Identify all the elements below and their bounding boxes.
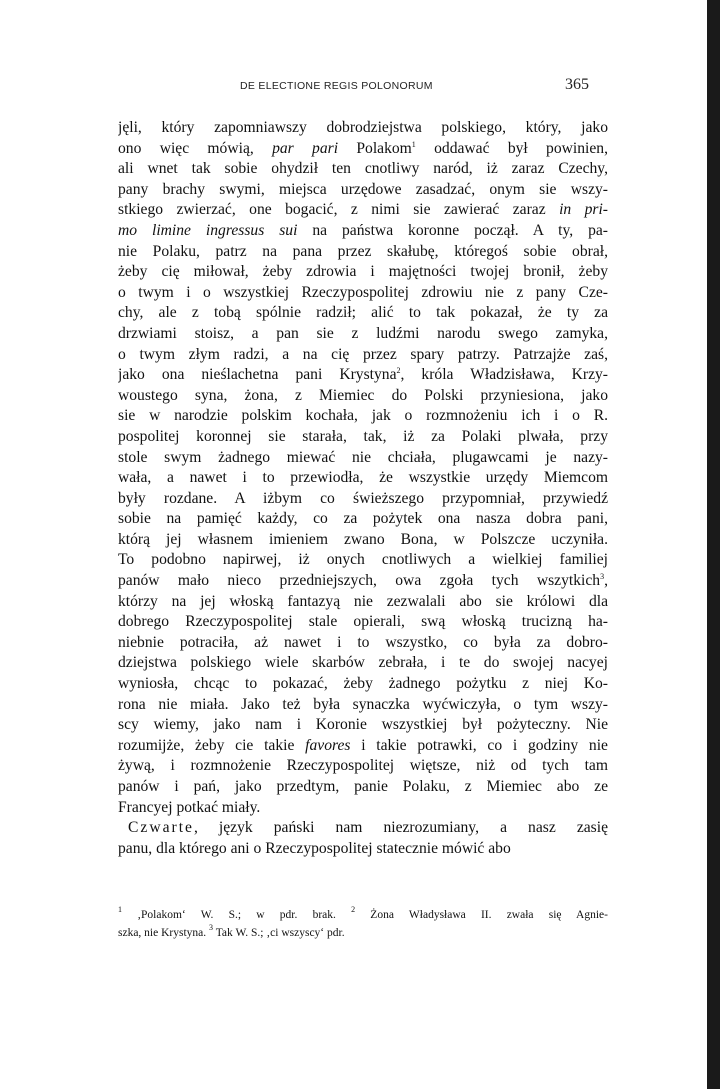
text-line — [118, 283, 608, 304]
text-run: , króla Władzisława, Krzy- — [400, 366, 608, 384]
text-run: niebnie potraciła, aż nawet i to wszystko, co była za dobro- — [118, 633, 608, 651]
text-run: , język pański nam niezrozumiany, a nasz zasię — [193, 819, 608, 837]
text-line — [118, 695, 608, 716]
text-run: Francyej potkać miały. — [118, 798, 261, 816]
text-run: oddawać był powinien, — [415, 139, 608, 157]
text-line — [118, 324, 608, 345]
text-run: ‚Polakom‘ W. S.; w pdr. brak. — [122, 909, 352, 921]
text-run: panów mało nieco przedniejszych, owa zgoła tych wszytkich — [118, 572, 601, 590]
text-run: woustego syna, żona, z Miemiec do Polski przyniesiona, jako — [118, 386, 608, 404]
page-number: 365 — [565, 76, 589, 93]
text-run: na państwa koronne począł. A ty, pa- — [297, 221, 608, 239]
spaced-heading-word: Czwarte — [128, 819, 194, 837]
text-run: scy wiemy, jako nam i Koronie wszystkiej był pożyteczny. Nie — [118, 716, 608, 734]
text-line — [118, 736, 608, 757]
text-line — [118, 592, 608, 613]
text-line — [118, 756, 608, 777]
text-run: , — [604, 572, 608, 590]
text-line — [118, 818, 608, 839]
text-line — [118, 509, 608, 530]
italic-phrase: mo limine ingressus sui — [118, 221, 298, 239]
text-run: Żona Władysława II. zwała się Agnie- — [355, 909, 608, 921]
text-run: rozumijże, żeby cie takie — [118, 736, 306, 754]
text-line — [118, 633, 608, 654]
text-run: jęli, który zapomniawszy dobrodziejstwa polskiego, który, jako — [118, 119, 608, 136]
text-run: Tak W. S.; ‚ci wszyscy‘ pdr. — [213, 927, 345, 939]
text-run: którą jej własnem imieniem zwano Bona, w Polszcze uczyniła. — [118, 530, 608, 548]
text-run: o twym i o wszystkiej Rzeczypospolitej zdrowiu nie z pany Cze- — [118, 283, 608, 301]
text-run: żywą, i rozmnożenie Rzeczypospolitej więtsze, niż od tych tam — [118, 757, 608, 775]
text-line — [118, 798, 608, 819]
text-line — [118, 139, 608, 160]
text-line — [118, 365, 608, 386]
footnote-marker: 3 — [209, 924, 214, 932]
text-line — [118, 530, 608, 551]
text-run: dobrego Rzeczypospolitej stale opierali, swą włoską trucizną ha- — [118, 613, 608, 631]
text-run: wyniosła, chcąc to pokazać, żeby żadnego pożytku z niej Ko- — [118, 675, 608, 693]
footnote-marker: 2 — [351, 906, 356, 914]
text-run: sie w narodzie polskim kochała, jak o rozmnożeniu ich i o R. — [118, 407, 608, 425]
text-run: chy, ale z tobą spólnie radził; alić to tak pokazał, że ty za — [118, 304, 608, 322]
running-title: DE ELECTIONE REGIS POLONORUM — [240, 80, 433, 92]
text-line — [118, 303, 608, 324]
footnote-line — [118, 906, 608, 924]
body-text — [118, 118, 608, 859]
text-run: nie Polaku, patrz na pana przez skałubę, któregoś sobie obrał, — [118, 242, 608, 260]
text-line — [118, 242, 608, 263]
text-run: panów i pań, jako przedtym, panie Polaku, z Miemiec abo ze — [118, 778, 608, 795]
text-line — [118, 571, 608, 592]
footnote-marker: 3 — [600, 572, 605, 582]
scan-spine-edge — [707, 0, 720, 1089]
text-run: pany brachy swymi, miejsca urzędowe zasadzać, onym sie wszy- — [118, 180, 608, 198]
text-run: wała, a nawet i to przewiodła, że wszystkie urzędy Miemcom — [118, 469, 608, 487]
footnote-marker: 2 — [396, 366, 401, 376]
text-line — [118, 345, 608, 366]
text-run: To podobno napirwej, iż onych cnotliwych a wielkiej familiej — [118, 551, 608, 569]
text-line — [118, 612, 608, 633]
footnotes — [118, 906, 608, 942]
text-line — [118, 159, 608, 180]
text-line — [118, 715, 608, 736]
italic-phrase: favores — [305, 736, 351, 754]
text-run: sobie na pamięć każdy, co za pożytek ona nasza dobra pani, — [118, 510, 608, 528]
text-line — [118, 489, 608, 510]
text-run: pospolitej koronnej sie starała, tak, iż za Polaki plwała, przy — [118, 427, 608, 445]
footnote-line — [118, 924, 608, 942]
text-line — [118, 550, 608, 571]
footnote-marker: 1 — [411, 139, 416, 149]
text-run: żeby cię miłował, żeby zdrowia i majętności twojej bronił, żeby — [118, 263, 608, 281]
text-run: o twym złym radzi, a na cię przez spary patrzy. Patrzajże zaś, — [118, 345, 608, 363]
text-run: stole swym żadnego miewać nie chciała, plugawcami je nazy- — [118, 448, 608, 466]
text-line — [118, 427, 608, 448]
italic-phrase: in pri- — [559, 201, 608, 219]
text-line — [118, 200, 608, 221]
text-line — [118, 262, 608, 283]
text-line — [118, 406, 608, 427]
footnote-marker: 1 — [118, 906, 122, 914]
text-run: dziejstwa polskiego wiele skarbów zebrała, i te do swojej nacyej — [118, 654, 608, 672]
text-run: stkiego zwierzać, one bogacić, z nimi sie zawierać zaraz — [118, 201, 560, 219]
text-line — [118, 221, 608, 242]
text-run: panu, dla którego ani o Rzeczypospolitej statecznie mówić abo — [118, 839, 511, 857]
text-line — [118, 448, 608, 469]
text-line — [118, 386, 608, 407]
text-line — [118, 839, 608, 860]
text-run: ono więc mówią, — [118, 139, 273, 157]
text-line — [118, 653, 608, 674]
text-run: ali wnet tak sobie ohydził ten cnotliwy naród, iż zaraz Czechy, — [118, 160, 608, 178]
text-run: Polakom — [338, 139, 412, 157]
text-line — [118, 674, 608, 695]
text-run: rona nie miała. Jako też była synaczka wyćwiczyła, o tym wszy- — [118, 695, 608, 713]
text-run: i takie potrawki, co i godziny nie — [350, 736, 608, 754]
text-run: były rozdane. A iżbym co świeższego przypomniał, przywiedź — [118, 489, 608, 507]
running-head — [0, 76, 720, 100]
text-line — [118, 118, 608, 139]
text-run: drzwiami stoisz, a pan sie z ludźmi narodu swego zamyka, — [118, 324, 608, 342]
text-run: szka, nie Krystyna. — [118, 927, 210, 939]
text-line — [118, 777, 608, 798]
italic-phrase: par pari — [272, 139, 339, 157]
text-run: którzy na jej włoską fantazyą nie zezwalali abo sie królowi dla — [118, 592, 608, 610]
text-line — [118, 468, 608, 489]
text-line — [118, 180, 608, 201]
text-run: jako ona nieślachetna pani Krystyna — [118, 366, 397, 384]
